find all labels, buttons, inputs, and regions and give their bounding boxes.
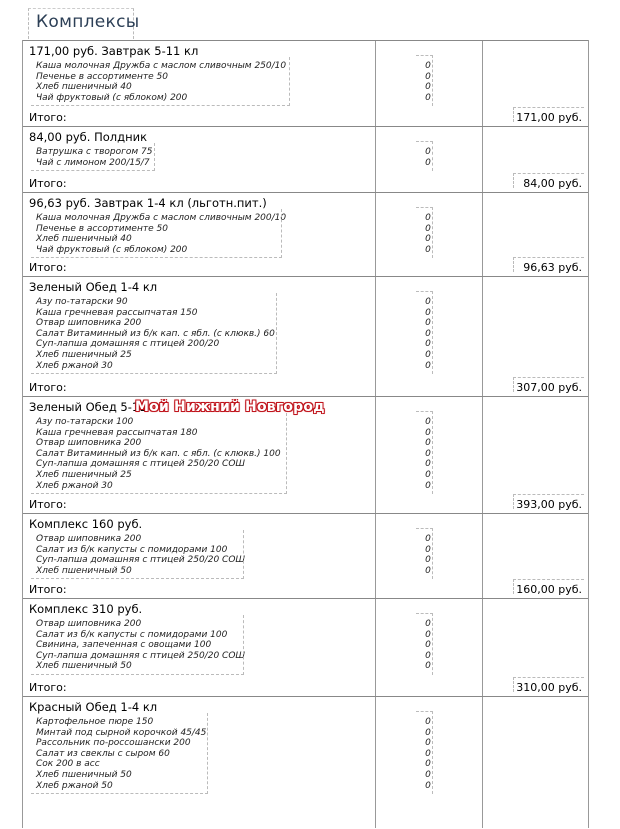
item-name: Хлеб пшеничный 40 [36, 234, 132, 245]
item-qty: 0 [425, 759, 431, 770]
item-name: Чай фруктовый (с яблоком) 200 [36, 92, 188, 103]
item-name: Каша гречневая рассыпчатая 150 [36, 307, 198, 318]
item-name: Суп-лапша домашняя с птицей 250/20 СОШ [36, 459, 246, 470]
total-label: Итого: [29, 498, 67, 511]
item-name: Салат из свеклы с сыром 60 [36, 748, 170, 759]
item-qty: 0 [425, 769, 431, 780]
item-frame [31, 143, 155, 171]
item-name: Хлеб ржаной 30 [36, 360, 113, 371]
item-name: Каша гречневая рассыпчатая 180 [36, 427, 198, 438]
block-title: Зеленый Обед 1-4 кл [29, 280, 158, 294]
item-qty: 0 [425, 544, 431, 555]
menu-block [23, 696, 588, 829]
menu-block [23, 126, 588, 193]
item-qty: 0 [425, 297, 431, 307]
item-qty: 0 [425, 459, 431, 470]
item-name: Хлеб пшеничный 40 [36, 82, 132, 93]
total-value: 160,00 руб. [516, 583, 582, 596]
item-name: Каша молочная Дружба с маслом сливочным 200/10 [36, 213, 287, 223]
item-qty: 0 [425, 417, 431, 427]
item-qty: 0 [425, 619, 431, 629]
item-name: Хлеб пшеничный 50 [36, 565, 132, 576]
item-frame [31, 413, 287, 494]
item-qty: 0 [425, 213, 431, 223]
menu-block [23, 598, 588, 697]
item-name: Хлеб пшеничный 50 [36, 661, 132, 672]
item-qty: 0 [425, 738, 431, 749]
item-name: Свинина, запеченная с овощами 100 [36, 640, 212, 651]
item-qty: 0 [425, 82, 431, 93]
item-name: Хлеб пшеничный 25 [36, 349, 132, 360]
item-name: Хлеб ржаной 30 [36, 480, 113, 491]
item-name: Хлеб пшеничный 50 [36, 769, 132, 780]
total-value: 171,00 руб. [516, 111, 582, 124]
qty-frame [416, 291, 433, 374]
item-name: Рассольник по-россошански 200 [36, 738, 191, 749]
item-qty: 0 [425, 534, 431, 544]
item-qty: 0 [425, 727, 431, 738]
item-name: Азу по-татарски 100 [36, 417, 134, 427]
item-qty: 0 [425, 427, 431, 438]
item-qty: 0 [425, 748, 431, 759]
item-frame [31, 209, 282, 258]
total-label: Итого: [29, 177, 67, 190]
item-name: Отвар шиповника 200 [36, 438, 142, 449]
qty-frame [416, 207, 433, 258]
item-name: Чай с лимоном 200/15/7 [36, 157, 150, 168]
total-label: Итого: [29, 261, 67, 274]
item-name: Отвар шиповника 200 [36, 619, 142, 629]
item-qty: 0 [425, 339, 431, 350]
item-qty: 0 [425, 244, 431, 255]
total-value: 96,63 руб. [523, 261, 582, 274]
item-name: Суп-лапша домашняя с птицей 200/20 [36, 339, 220, 350]
item-name: Отвар шиповника 200 [36, 534, 142, 544]
item-qty: 0 [425, 360, 431, 371]
item-qty: 0 [425, 318, 431, 329]
qty-frame [416, 613, 433, 675]
item-frame [31, 713, 208, 794]
qty-frame [416, 55, 433, 106]
item-name: Салат Витаминный из б/к кап. с ябл. (с клюкв.) 100 [36, 448, 281, 459]
item-qty: 0 [425, 480, 431, 491]
item-name: Минтай под сырной корочкой 45/45 [36, 727, 207, 738]
menu-block [23, 513, 588, 599]
item-frame [31, 293, 277, 374]
page-title: Комплексы [36, 12, 140, 32]
block-title: Комплекс 160 руб. [29, 517, 143, 531]
item-qty: 0 [425, 349, 431, 360]
block-title: Зеленый Обед 5-11 [29, 400, 147, 414]
item-name: Салат Витаминный из б/к кап. с ябл. (с клюкв.) 60 [36, 328, 275, 339]
item-qty: 0 [425, 438, 431, 449]
item-qty: 0 [425, 717, 431, 727]
item-name: Каша молочная Дружба с маслом сливочным 250/10 [36, 61, 287, 71]
qty-frame [416, 711, 433, 794]
block-title: Красный Обед 1-4 кл [29, 700, 158, 714]
item-qty: 0 [425, 650, 431, 661]
item-name: Картофельное пюре 150 [36, 717, 154, 727]
total-label: Итого: [29, 381, 67, 394]
item-name: Азу по-татарски 90 [36, 297, 128, 307]
item-frame [31, 530, 244, 579]
item-qty: 0 [425, 555, 431, 566]
menu-block [23, 40, 588, 127]
item-name: Отвар шиповника 200 [36, 318, 142, 329]
item-name: Салат из б/к капусты с помидорами 100 [36, 629, 228, 640]
item-qty: 0 [425, 157, 431, 168]
item-qty: 0 [425, 640, 431, 651]
item-qty: 0 [425, 328, 431, 339]
qty-frame [416, 141, 433, 171]
total-label: Итого: [29, 583, 67, 596]
item-qty: 0 [425, 234, 431, 245]
block-title: 96,63 руб. Завтрак 1-4 кл (льготн.пит.) [29, 196, 267, 210]
item-qty: 0 [425, 469, 431, 480]
item-name: Салат из б/к капусты с помидорами 100 [36, 544, 228, 555]
qty-frame [416, 411, 433, 494]
menu-block [23, 276, 588, 397]
total-label: Итого: [29, 681, 67, 694]
item-name: Хлеб ржаной 50 [36, 780, 113, 791]
item-name: Сок 200 в асс [36, 759, 100, 770]
item-name: Суп-лапша домашняя с птицей 250/20 СОШ [36, 555, 246, 566]
item-qty: 0 [425, 448, 431, 459]
total-label: Итого: [29, 111, 67, 124]
watermark-text: Мой Нижний Новгород [135, 399, 325, 415]
item-name: Чай фруктовый (с яблоком) 200 [36, 244, 188, 255]
item-frame [31, 615, 244, 675]
total-value: 307,00 руб. [516, 381, 582, 394]
item-qty: 0 [425, 61, 431, 71]
total-value: 84,00 руб. [523, 177, 582, 190]
block-title: 171,00 руб. Завтрак 5-11 кл [29, 44, 199, 58]
item-frame [31, 57, 290, 106]
item-qty: 0 [425, 71, 431, 82]
item-name: Суп-лапша домашняя с птицей 250/20 СОШ [36, 650, 246, 661]
item-name: Хлеб пшеничный 25 [36, 469, 132, 480]
block-title: Комплекс 310 руб. [29, 602, 143, 616]
item-name: Печенье в ассортименте 50 [36, 223, 168, 234]
block-title: 84,00 руб. Полдник [29, 130, 148, 144]
item-qty: 0 [425, 147, 431, 157]
item-name: Ватрушка с творогом 75 [36, 147, 153, 157]
item-qty: 0 [425, 661, 431, 672]
item-qty: 0 [425, 780, 431, 791]
item-qty: 0 [425, 565, 431, 576]
menu-table [22, 40, 589, 828]
item-qty: 0 [425, 92, 431, 103]
total-value: 393,00 руб. [516, 498, 582, 511]
qty-frame [416, 528, 433, 579]
total-value: 310,00 руб. [516, 681, 582, 694]
item-qty: 0 [425, 307, 431, 318]
item-qty: 0 [425, 223, 431, 234]
menu-block [23, 192, 588, 277]
item-qty: 0 [425, 629, 431, 640]
item-name: Печенье в ассортименте 50 [36, 71, 168, 82]
